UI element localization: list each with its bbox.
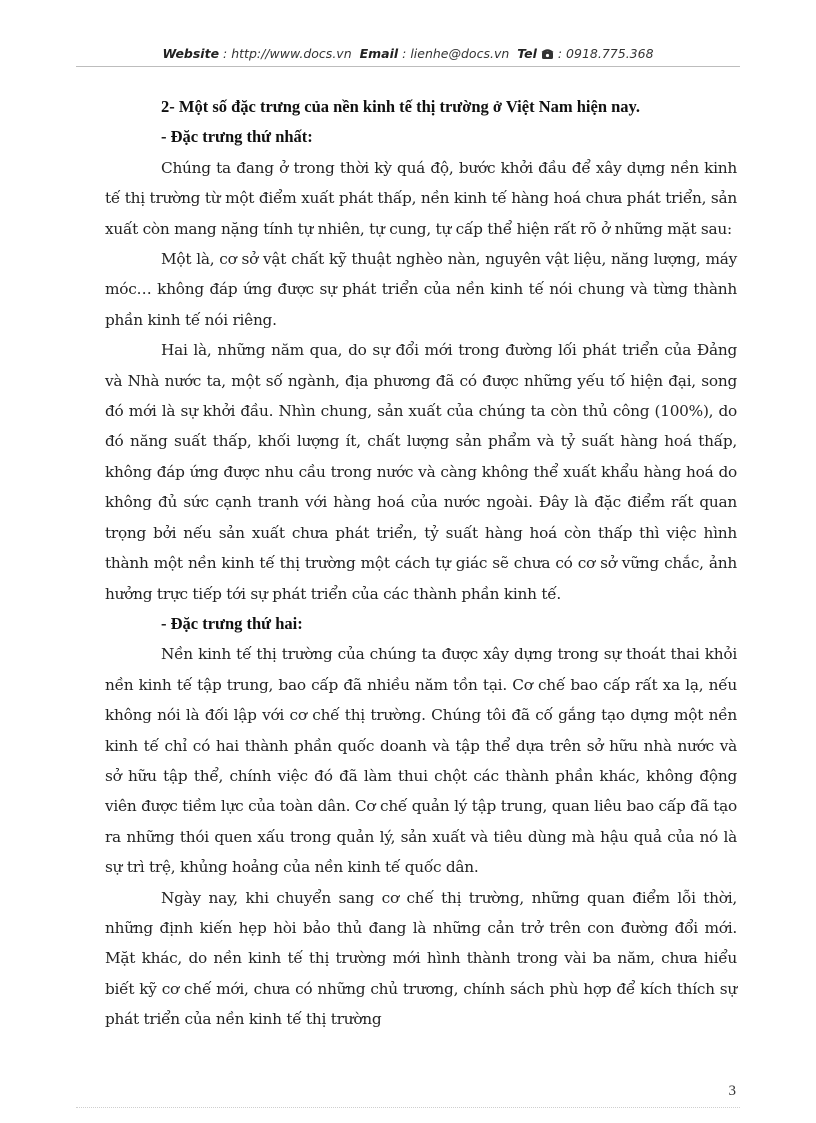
phone-icon (541, 48, 554, 63)
email-value: : lienhe@docs.vn (402, 46, 510, 61)
section-title: 2- Một số đặc trưng của nền kinh tế thị trường ở Việt Nam hiện nay. (161, 97, 641, 116)
page-number: 3 (728, 1083, 736, 1099)
page-header (60, 46, 756, 63)
tel-value: : 0918.775.368 (557, 46, 654, 61)
document-body (105, 92, 737, 1035)
paragraph-4: Nền kinh tế thị trường của chúng ta được xây dựng trong sự thoát thai khỏi nền kinh tế tập trung, bao cấp đã nhiều năm tồn tại. Cơ chế bao cấp rất xa lạ, nếu không nói là đối lập với cơ chế thị trường. Chúng tôi đã cố gắng tạo dựng một nền kinh tế chỉ có hai thành phần quốc doanh và tập thể dựa trên sở hữu nhà nước và sở hữu tập thể, chính việc đó đã làm thui chột các thành phần khác, không động viên được tiềm lực của toàn dân. Cơ chế quản lý tập trung, quan liêu bao cấp đã tạo ra những thói quen xấu trong quản lý, sản xuất và tiêu dùng mà hậu quả của nó là sự trì trệ, khủng hoảng của nền kinh tế quốc dân. (105, 645, 737, 877)
paragraph-3: Hai là, những năm qua, do sự đổi mới trong đường lối phát triển của Đảng và Nhà nước ta, một số ngành, địa phương đã có được những yếu tố hiện đại, song đó mới là sự khởi đầu. Nhìn chung, sản xuất của chúng ta còn thủ công (100%), do đó năng suất thấp, khối lượng ít, chất lượng sản phẩm và tỷ suất hàng hoá thấp, không đáp ứng được nhu cầu trong nước và càng không thể xuất khẩu hàng hoá do không đủ sức cạnh tranh với hàng hoá của nước ngoài. Đây là đặc điểm rất quan trọng bởi nếu sản xuất chưa phát triển, tỷ suất hàng hoá còn thấp thì việc hình thành một nền kinh tế thị trường một cách tự giác sẽ chưa có cơ sở vững chắc, ảnh hưởng trực tiếp tới sự phát triển của các thành phần kinh tế. (105, 341, 737, 603)
paragraph-5: Ngày nay, khi chuyển sang cơ chế thị trường, những quan điểm lỗi thời, những định kiến hẹp hòi bảo thủ đang là những cản trở trên con đường đổi mới. Mặt khác, do nền kinh tế thị trường mới hình thành trong vài ba năm, chưa hiểu biết kỹ cơ chế mới, chưa có những chủ trương, chính sách phù hợp để kích thích sự phát triển của nền kinh tế thị trường (105, 888, 737, 1029)
paragraph-2: Một là, cơ sở vật chất kỹ thuật nghèo nàn, nguyên vật liệu, năng lượng, máy móc… không đáp ứng được sự phát triển của nền kinh tế nói chung và từng thành phần kinh tế nói riêng. (105, 250, 737, 329)
subheading-first: - Đặc trưng thứ nhất: (161, 127, 313, 147)
footer-divider (76, 1107, 740, 1108)
website-value: : http://www.docs.vn (223, 46, 352, 61)
header-divider (76, 66, 740, 67)
email-label: Email (359, 46, 399, 61)
subheading-second: - Đặc trưng thứ hai: (161, 613, 303, 633)
website-label: Website (162, 46, 220, 61)
tel-label: Tel (517, 46, 537, 61)
paragraph-1: Chúng ta đang ở trong thời kỳ quá độ, bước khởi đầu để xây dựng nền kinh tế thị trường từ một điểm xuất phát thấp, nền kinh tế hàng hoá chưa phát triển, sản xuất còn mang nặng tính tự nhiên, tự cung, tự cấp thể hiện rất rõ ở những mặt sau: (105, 158, 737, 238)
